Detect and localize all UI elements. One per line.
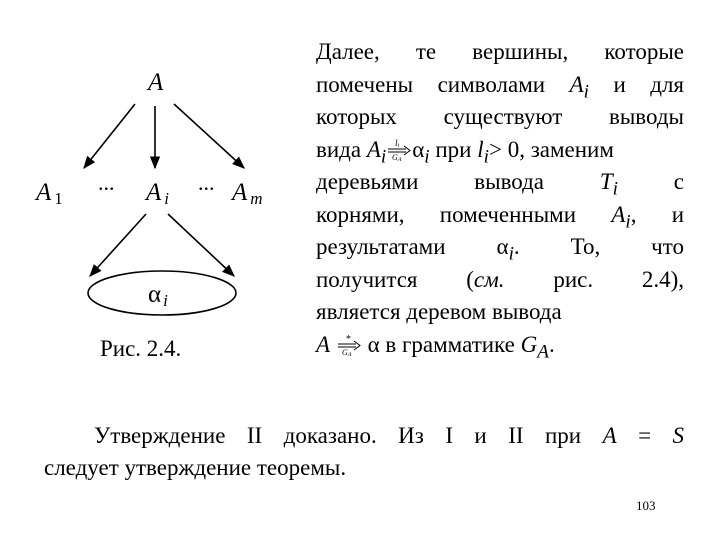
edge-root-to-a1 bbox=[84, 104, 135, 168]
svg-text:GA: GA bbox=[341, 347, 352, 356]
child-node-ai: A i bbox=[146, 179, 170, 208]
svg-text:*: * bbox=[345, 333, 351, 345]
para-line-7: результатами $\alpha_i$. То, что bbox=[316, 234, 684, 265]
root-node-label: A bbox=[148, 69, 164, 96]
para-line-3: которых существуют выводы bbox=[316, 104, 684, 129]
conclusion-line-1: Утверждение II доказано. Из I и II при A = S bbox=[94, 423, 685, 448]
edge-root-to-am bbox=[174, 104, 244, 168]
edge-ai-right bbox=[168, 214, 234, 276]
para-line-5: деревьями вывода $T_i$ с bbox=[316, 169, 685, 200]
ellipse-label-alpha-i: α i bbox=[148, 281, 168, 310]
main-paragraph bbox=[316, 36, 684, 361]
derives-arrow-star bbox=[336, 334, 362, 354]
child-node-a1: A 1 bbox=[36, 179, 63, 208]
para-line-1: Далее, те вершины, которые bbox=[316, 39, 684, 64]
child-node-am: A m bbox=[232, 179, 263, 208]
derivation-tree-diagram bbox=[0, 0, 310, 380]
para-line-4: вида $A_i$ li GA $\alpha_i$ при $l_i> 0$, заменим bbox=[316, 136, 614, 168]
conclusion-paragraph bbox=[44, 420, 684, 484]
para-line-6: корнями, помеченными $A_i$, и bbox=[316, 201, 685, 233]
figure-caption: Рис. 2.4. bbox=[100, 336, 182, 361]
edge-ai-left bbox=[90, 214, 146, 276]
svg-text:li: li bbox=[395, 138, 400, 149]
page-number: 103 bbox=[636, 498, 656, 513]
ellipsis-left: ... bbox=[98, 170, 115, 195]
svg-text:GA: GA bbox=[392, 152, 402, 161]
derives-arrow-li bbox=[386, 139, 412, 159]
para-line-9: является деревом вывода bbox=[316, 299, 562, 324]
para-line-10: A * GA α в грамматике $G_A$. bbox=[316, 331, 555, 363]
ellipsis-right: ... bbox=[198, 170, 215, 195]
para-line-8: получится (см. рис. 2.4), bbox=[316, 266, 684, 292]
result-ellipse bbox=[88, 271, 236, 315]
conclusion-line-2: следует утверждение теоремы. bbox=[44, 455, 347, 480]
para-line-2: помечены символами $A_i$ и для bbox=[316, 71, 685, 103]
